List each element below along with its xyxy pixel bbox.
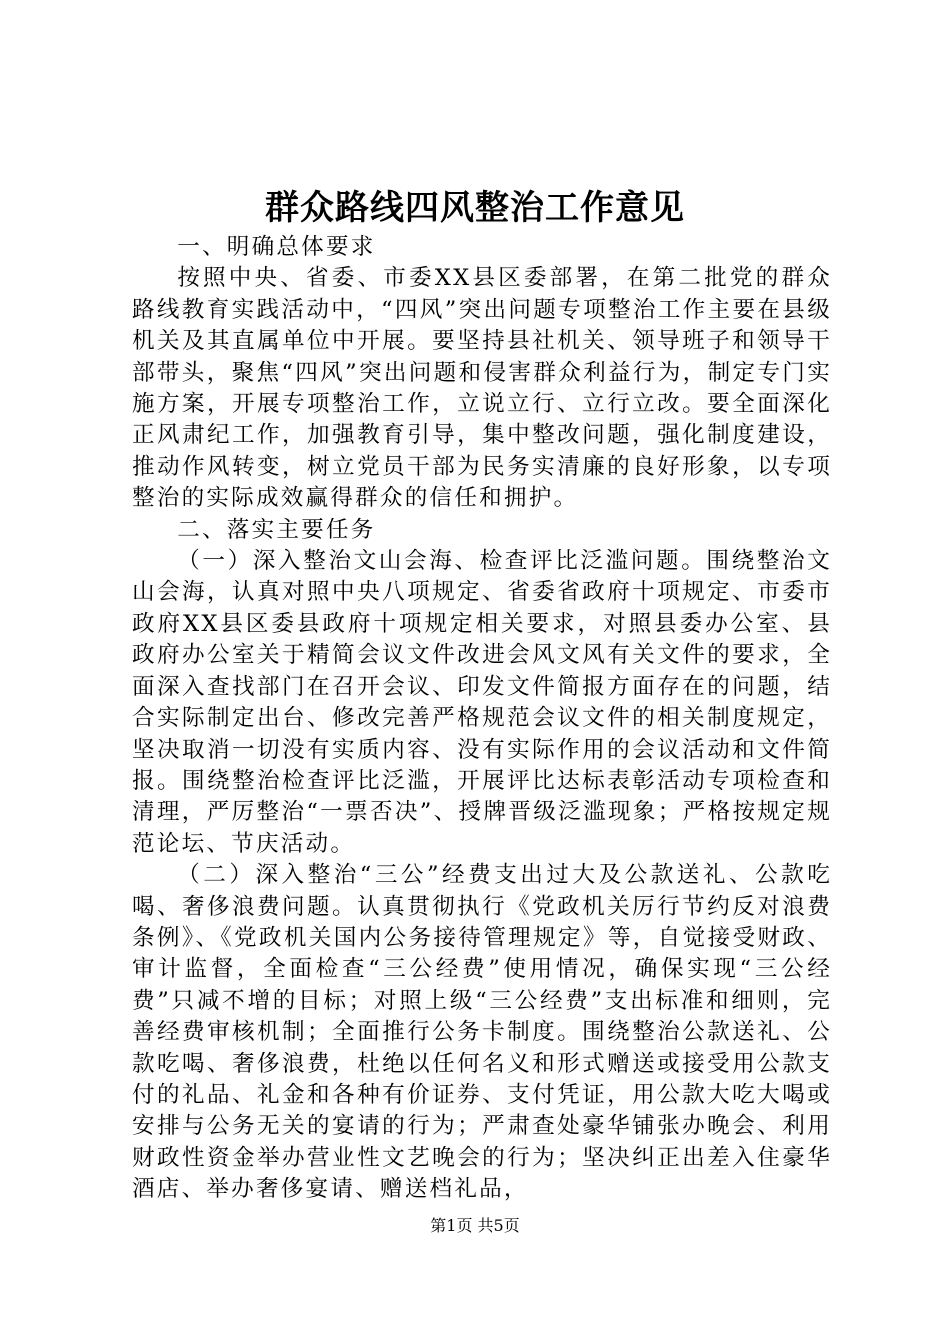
paragraph-task-2: （二）深入整治“三公”经费支出过大及公款送礼、公款吃喝、奢侈浪费问题。认真贯彻执行《党政机关厉行节约反对浪费条例》、《党政机关国内公务接待管理规定》等，自觉接受财政、审计监督，全面检查“三公经费”使用情况，确保实现“三公经费”只减不增的目标；对照上级“三公经费”支出标准和细则，完善经费审核机制；全面推行公务卡制度。围绕整治公款送礼、公款吃喝、奢侈浪费，杜绝以任何名义和形式赠送或接受用公款支付的礼品、礼金和各种有价证券、支付凭证，用公款大吃大喝或安排与公务无关的宴请的行为；严肃查处豪华铺张办晚会、利用财政性资金举办营业性文艺晚会的行为；坚决纠正出差入住豪华酒店、举办奢侈宴请、赠送档礼品， [132,862,832,1203]
document-body [132,232,832,1206]
paragraph-task-1: （一）深入整治文山会海、检查评比泛滥问题。围绕整治文山会海，认真对照中央八项规定、省委省政府十项规定、市委市政府XX县区委县政府十项规定相关要求，对照县委办公室、县政府办公室关于精简会议文件改进会风文风有关文件的要求，全面深入查找部门在召开会议、印发文件简报方面存在的问题，结合实际制定出台、修改完善严格规范会议文件的相关制度规定，坚决取消一切没有实质内容、没有实际作用的会议活动和文件简报。围绕整治检查评比泛滥，开展评比达标表彰活动专项检查和清理，严厉整治“一票否决”、授牌晋级泛滥现象；严格按规定规范论坛、节庆活动。 [132,548,832,857]
page-number-footer: 第1页 共5页 [430,1216,520,1235]
paragraph-general-requirements: 按照中央、省委、市委XX县区委部署，在第二批党的群众路线教育实践活动中，“四风”突出问题专项整治工作主要在县级机关及其直属单位中开展。要坚持县社机关、领导班子和领导干部带头，聚焦“四风”突出问题和侵害群众利益行为，制定专门实施方案，开展专项整治工作，立说立行、立行立改。要全面深化正风肃纪工作，加强教育引导，集中整改问题，强化制度建设，推动作风转变，树立党员干部为民务实清廉的良好形象，以专项整治的实际成效赢得群众的信任和拥护。 [132,265,832,512]
document-title: 群众路线四风整治工作意见 [265,188,685,228]
section-heading-1: 一、明确总体要求 [177,234,376,260]
section-heading-2: 二、落实主要任务 [177,516,376,543]
